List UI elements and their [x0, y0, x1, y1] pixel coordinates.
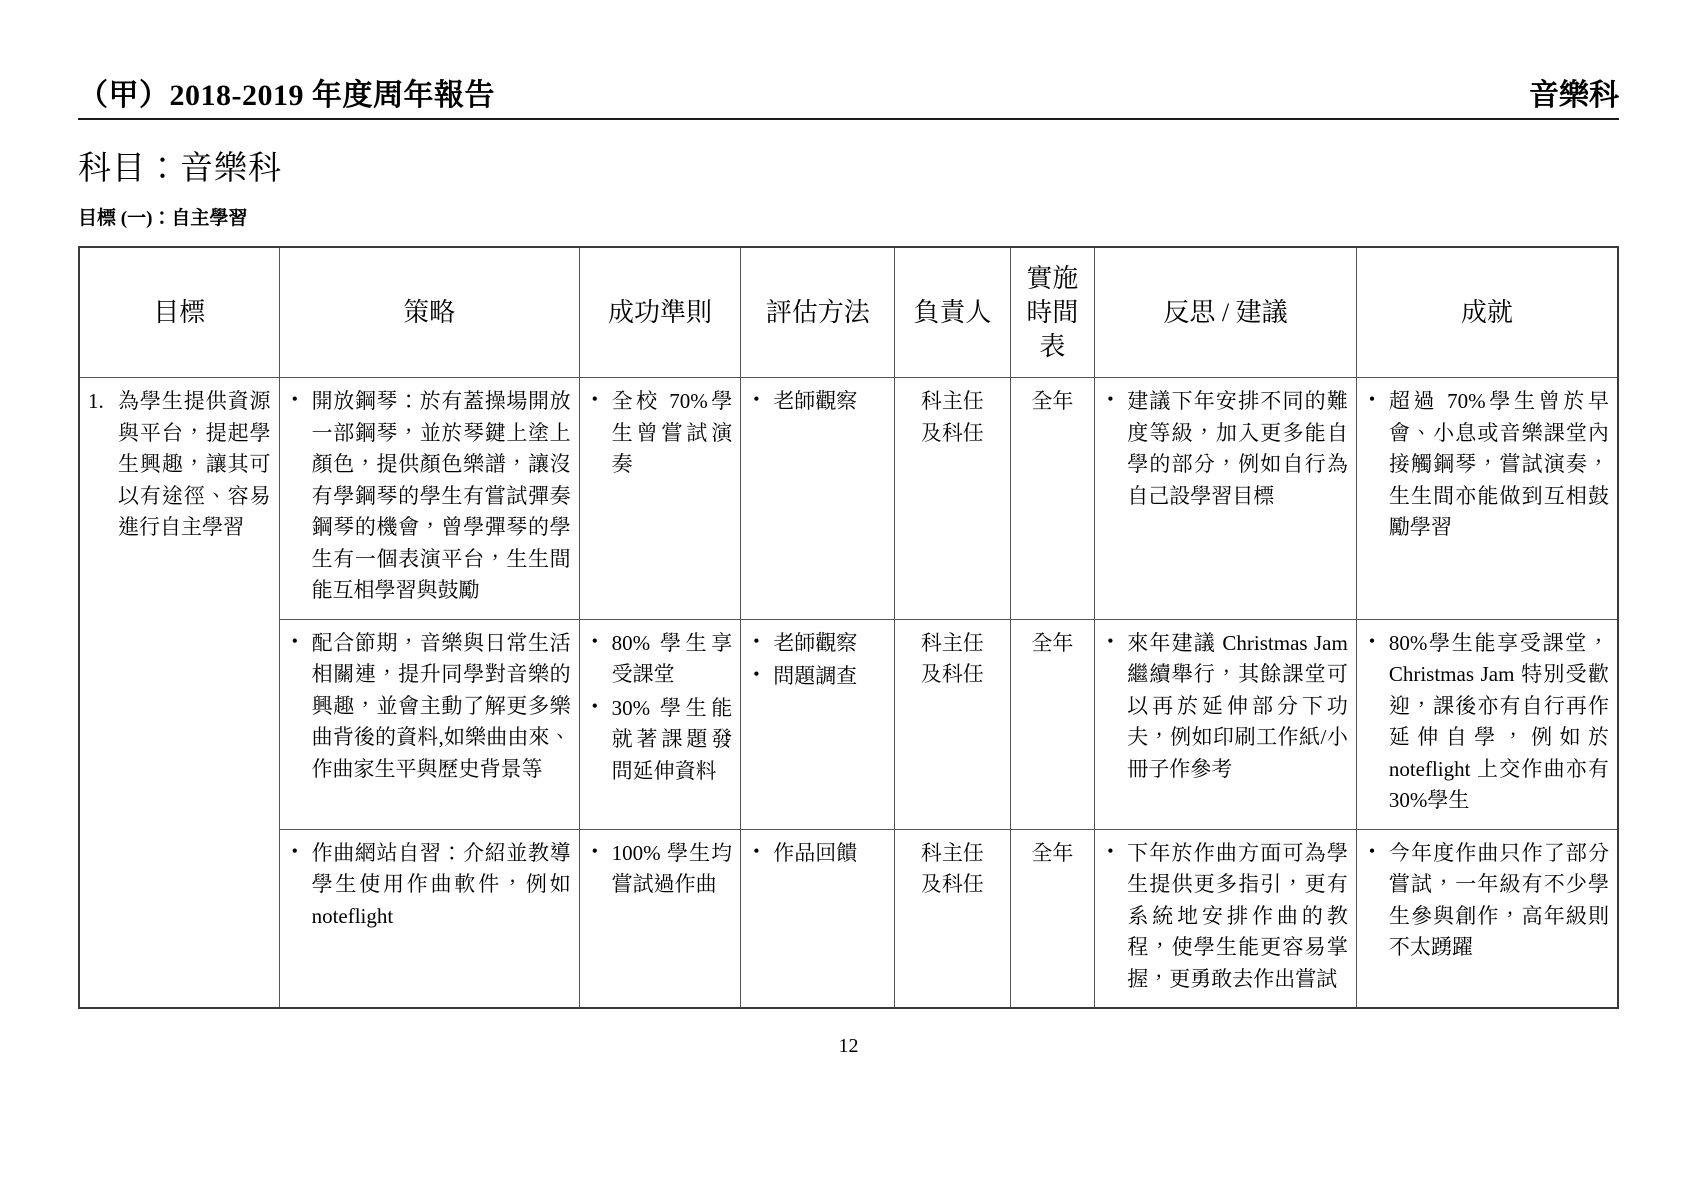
person-line-1: 科主任 [920, 840, 984, 865]
strategy-cell [279, 378, 579, 620]
method-item: • 老師觀察 [749, 386, 886, 418]
criteria-item: • 80% 學生享受課堂 [588, 628, 733, 691]
column-header-achievement: 成就 [1356, 247, 1618, 378]
document-header [78, 70, 1619, 120]
goal-item [88, 386, 271, 544]
method-cell [741, 829, 895, 1008]
achievement-item: • 80%學生能享受課堂，Christmas Jam 特別受歡迎，課後亦有自行再作延伸自學，例如於 noteflight 上交作曲亦有 30%學生 [1365, 628, 1609, 817]
timetable-cell: 全年 [1010, 378, 1095, 620]
timetable-header-line1: 實施 [1026, 264, 1079, 293]
criteria-item: • 全校 70%學生曾嘗試演奏 [588, 386, 733, 481]
person-line-1: 科主任 [920, 389, 984, 414]
reflection-item: • 建議下年安排不同的難度等級，加入更多能自學的部分，例如自行為自己設學習目標 [1103, 386, 1348, 512]
column-header-criteria: 成功準則 [579, 247, 741, 378]
table-row [79, 829, 1618, 1008]
report-title: （甲）2018-2019 年度周年報告 [78, 79, 495, 112]
achievement-cell [1356, 378, 1618, 620]
person-cell [895, 619, 1010, 829]
criteria-cell [579, 378, 741, 620]
strategy-item: • 作曲網站自習：介紹並教導學生使用作曲軟件，例如 noteflight [288, 838, 571, 933]
method-item: • 老師觀察 [749, 628, 886, 660]
reflection-cell [1095, 829, 1357, 1008]
column-header-reflection: 反思 / 建議 [1095, 247, 1357, 378]
table-header-row [79, 247, 1618, 378]
achievement-item: • 超過 70%學生曾於早會、小息或音樂課堂內接觸鋼琴，嘗試演奏，生生間亦能做到互相鼓勵學習 [1365, 386, 1609, 544]
achievement-cell [1356, 619, 1618, 829]
annual-report-table [78, 246, 1619, 1009]
column-header-strategy: 策略 [279, 247, 579, 378]
achievement-item: • 今年度作曲只作了部分嘗試，一年級有不少學生參與創作，高年級則不太踴躍 [1365, 838, 1609, 964]
subject-line: 科目：音樂科 [78, 151, 282, 187]
person-cell [895, 378, 1010, 620]
goal-number: 1. [88, 389, 104, 414]
person-cell [895, 829, 1010, 1008]
column-header-goal: 目標 [79, 247, 279, 378]
reflection-cell [1095, 378, 1357, 620]
criteria-cell [579, 619, 741, 829]
goal-text: 為學生提供資源與平台，提起學生興趣，讓其可以有途徑、容易進行自主學習 [118, 389, 271, 540]
method-cell [741, 378, 895, 620]
strategy-cell [279, 829, 579, 1008]
timetable-cell: 全年 [1010, 829, 1095, 1008]
column-header-method: 評估方法 [741, 247, 895, 378]
goal-heading: 目標 (一)：自主學習 [78, 208, 248, 229]
reflection-cell [1095, 619, 1357, 829]
timetable-cell: 全年 [1010, 619, 1095, 829]
goal-cell [79, 378, 279, 1009]
criteria-item: • 30% 學生能就著課題發問延伸資料 [588, 693, 733, 788]
column-header-timetable [1010, 247, 1095, 378]
person-line-2: 及科任 [920, 420, 984, 445]
strategy-item: • 配合節期，音樂與日常生活相關連，提升同學對音樂的興趣，並會主動了解更多樂曲背後的資料,如樂曲由來、作曲家生平與歷史背景等 [288, 628, 571, 786]
page-number: 12 [838, 1035, 859, 1058]
method-item: • 問題調查 [749, 661, 886, 693]
timetable-header-line2: 時間表 [1026, 297, 1079, 361]
achievement-cell [1356, 829, 1618, 1008]
reflection-item: • 來年建議 Christmas Jam 繼續舉行，其餘課堂可以再於延伸部分下功夫，例如印刷工作紙/小冊子作參考 [1103, 628, 1348, 786]
table-row [79, 619, 1618, 829]
method-item: • 作品回饋 [749, 838, 886, 870]
criteria-cell [579, 829, 741, 1008]
reflection-item: • 下年於作曲方面可為學生提供更多指引，更有系統地安排作曲的教程，使學生能更容易掌握，更勇敢去作出嘗試 [1103, 838, 1348, 996]
person-line-1: 科主任 [920, 630, 984, 655]
method-cell [741, 619, 895, 829]
column-header-person: 負責人 [895, 247, 1010, 378]
person-line-2: 及科任 [920, 662, 984, 687]
strategy-item: • 開放鋼琴：於有蓋操場開放一部鋼琴，並於琴鍵上塗上顏色，提供顏色樂譜，讓沒有學鋼琴的學生有嘗試彈奏鋼琴的機會，曾學彈琴的學生有一個表演平台，生生間能互相學習與鼓勵 [288, 386, 571, 607]
subject-name-header: 音樂科 [1529, 79, 1619, 112]
table-row [79, 378, 1618, 620]
criteria-item: • 100% 學生均嘗試過作曲 [588, 838, 733, 901]
strategy-cell [279, 619, 579, 829]
person-line-2: 及科任 [920, 872, 984, 897]
